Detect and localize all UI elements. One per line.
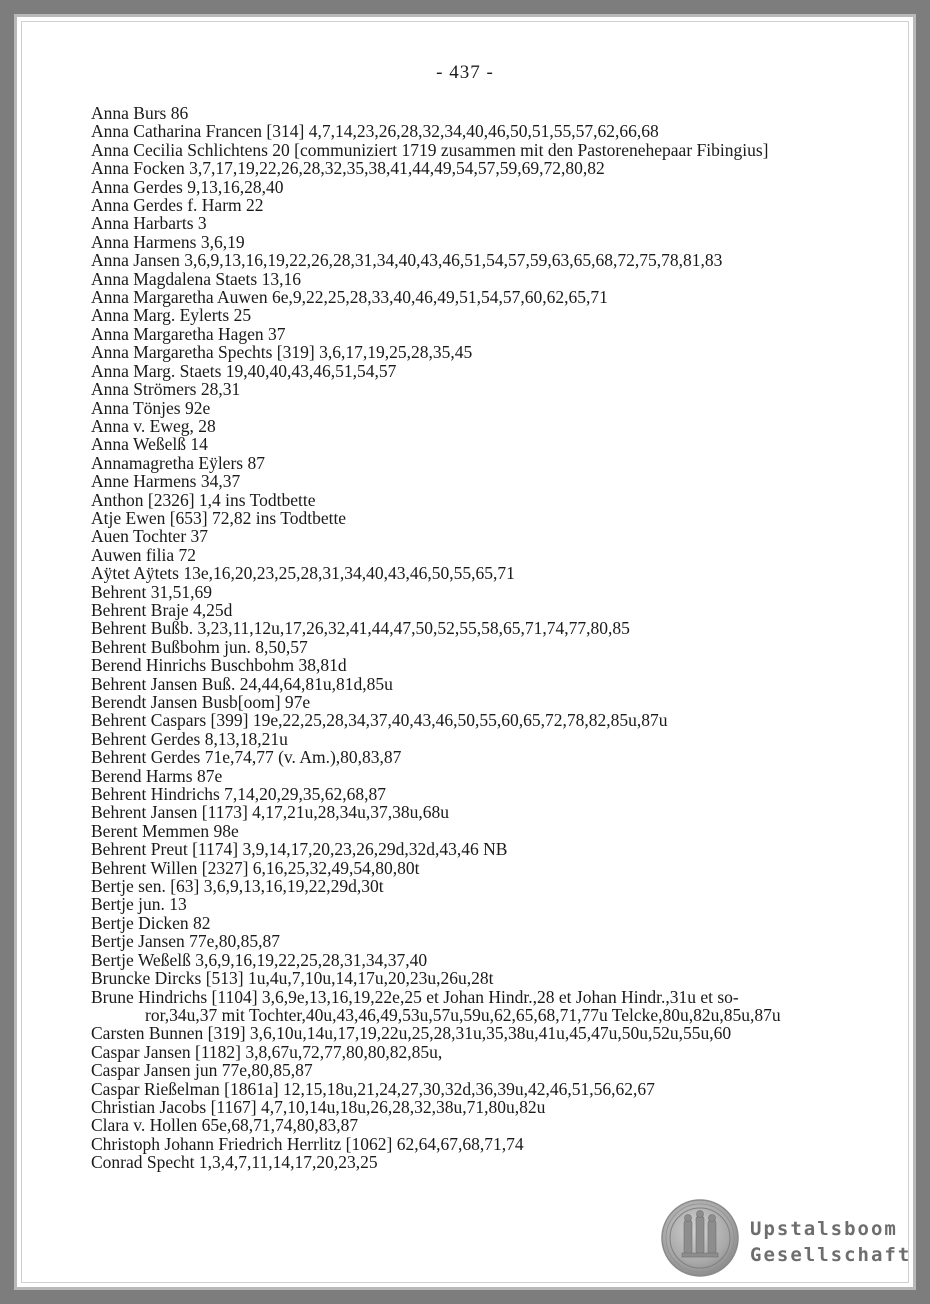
index-entry: Anna Cecilia Schlichtens 20 [communiziert 1719 zusammen mit den Pastorenehepaar Fibingius] — [91, 139, 769, 160]
index-entry: Carsten Bunnen [319] 3,6,10u,14u,17,19,22u,25,28,31u,35,38u,41u,45,47u,50u,52u,55u,60 — [91, 1023, 732, 1044]
index-entry: Bertje sen. [63] 3,6,9,13,16,19,22,29d,30t — [91, 876, 384, 897]
society-logo-text — [750, 1216, 911, 1268]
index-entry: Behrent Gerdes 71e,74,77 (v. Am.),80,83,87 — [91, 747, 402, 768]
index-entry: Anna Margaretha Spechts [319] 3,6,17,19,25,28,35,45 — [91, 342, 473, 363]
index-entry: Anna Harmens 3,6,19 — [91, 231, 245, 252]
index-entry: Bertje Dicken 82 — [91, 912, 211, 933]
index-entry: Behrent Bußbohm jun. 8,50,57 — [91, 636, 308, 657]
index-entry: Anna Focken 3,7,17,19,22,26,28,32,35,38,41,44,49,54,57,59,69,72,80,82 — [91, 158, 605, 179]
index-entry: Annamagretha Eÿlers 87 — [91, 452, 265, 473]
index-entry: Anne Harmens 34,37 — [91, 471, 241, 492]
index-entry: Anna Gerdes 9,13,16,28,40 — [91, 176, 284, 197]
index-entry: Behrent Caspars [399] 19e,22,25,28,34,37,40,43,46,50,55,60,65,72,78,82,85u,87u — [91, 710, 668, 731]
index-entry-first-line: Brune Hindrichs [1104] 3,6,9e,13,16,19,22e,25 et Johan Hindr.,28 et Johan Hindr.,31u et so- — [91, 986, 739, 1007]
index-entry: Anna Magdalena Staets 13,16 — [91, 268, 301, 289]
index-entry: Anna Marg. Eylerts 25 — [91, 305, 252, 326]
scanned-page — [14, 14, 916, 1290]
index-entry: Auen Tochter 37 — [91, 526, 209, 547]
index-entry: Caspar Rießelman [1861a] 12,15,18u,21,24,27,30,32d,36,39u,42,46,51,56,62,67 — [91, 1078, 655, 1099]
logo-line-2: Gesellschaft — [750, 1244, 912, 1266]
index-entry: Anthon [2326] 1,4 ins Todtbette — [91, 489, 316, 510]
index-entry: Aÿtet Aÿtets 13e,16,20,23,25,28,31,34,40,43,46,50,55,65,71 — [91, 563, 515, 584]
index-entry: Atje Ewen [653] 72,82 ins Todtbette — [91, 507, 347, 528]
index-entry: Behrent 31,51,69 — [91, 581, 213, 602]
index-entry: Behrent Braje 4,25d — [91, 599, 233, 620]
page-number: - 437 - — [436, 62, 494, 83]
index-entry: Anna Catharina Francen [314] 4,7,14,23,26,28,32,34,40,46,50,51,55,57,62,66,68 — [91, 121, 659, 142]
index-entry: Anna Margaretha Hagen 37 — [91, 323, 286, 344]
index-entry: Anna Jansen 3,6,9,13,16,19,22,26,28,31,34,40,43,46,51,54,57,59,63,65,68,72,75,78,81,83 — [91, 250, 723, 271]
index-entry: Behrent Jansen [1173] 4,17,21u,28,34u,37,38u,68u — [91, 802, 450, 823]
index-entry: Berend Hinrichs Buschbohm 38,81d — [91, 655, 347, 676]
index-entry: Behrent Willen [2327] 6,16,25,32,49,54,80,80t — [91, 857, 420, 878]
index-entry: Berendt Jansen Busb[oom] 97e — [91, 692, 311, 712]
index-entry-continuation: ror,34u,37 mit Tochter,40u,43,46,49,53u,57u,59u,62,65,68,71,77u Telcke,80u,82u,85u,87u — [145, 1004, 781, 1025]
index-entry: Anna Strömers 28,31 — [91, 379, 241, 400]
index-entry: Berent Memmen 98e — [91, 820, 239, 841]
index-entry: Anna Burs 86 — [91, 103, 189, 123]
index-entry: Caspar Jansen [1182] 3,8,67u,72,77,80,80,82,85u, — [91, 1041, 443, 1062]
index-entry: Bertje Weßelß 3,6,9,16,19,22,25,28,31,34,37,40 — [91, 949, 428, 970]
index-entry: Behrent Preut [1174] 3,9,14,17,20,23,26,29d,32d,43,46 NB — [91, 839, 508, 860]
index-entry: Behrent Bußb. 3,23,11,12u,17,26,32,41,44,47,50,52,55,58,65,71,74,77,80,85 — [91, 618, 630, 639]
index-entry-wrapped — [91, 988, 891, 1025]
index-entry: Christian Jacobs [1167] 4,7,10,14u,18u,26,28,32,38u,71,80u,82u — [91, 1096, 546, 1117]
seal-logo-icon — [660, 1198, 740, 1278]
index-entry: Bertje jun. 13 — [91, 894, 187, 915]
index-entry: Anna Marg. Staets 19,40,40,43,46,51,54,57 — [91, 360, 397, 381]
index-entry: Anna Weßelß 14 — [91, 434, 208, 455]
index-entry: Christoph Johann Friedrich Herrlitz [1062] 62,64,67,68,71,74 — [91, 1133, 524, 1154]
index-entry: Anna Gerdes f. Harm 22 — [91, 195, 264, 216]
index-entry: Caspar Jansen jun 77e,80,85,87 — [91, 1060, 313, 1081]
seal-icon — [660, 1198, 740, 1278]
index-entry: Clara v. Hollen 65e,68,71,74,80,83,87 — [91, 1115, 359, 1136]
index-entry: Conrad Specht 1,3,4,7,11,14,17,20,23,25 — [91, 1152, 378, 1173]
name-index-list — [91, 104, 891, 1172]
index-entry: Berend Harms 87e — [91, 765, 223, 786]
index-entry: Bruncke Dircks [513] 1u,4u,7,10u,14,17u,20,23u,26u,28t — [91, 968, 494, 989]
logo-line-1: Upstalsboom — [750, 1218, 898, 1240]
index-entry: Behrent Hindrichs 7,14,20,29,35,62,68,87 — [91, 784, 387, 805]
index-entry: Anna Margaretha Auwen 6e,9,22,25,28,33,40,46,49,51,54,57,60,62,65,71 — [91, 287, 608, 308]
index-entry: Anna Harbarts 3 — [91, 213, 207, 234]
index-entry: Bertje Jansen 77e,80,85,87 — [91, 931, 281, 952]
index-entry: Behrent Jansen Buß. 24,44,64,81u,81d,85u — [91, 673, 393, 694]
index-entry: Behrent Gerdes 8,13,18,21u — [91, 728, 288, 749]
index-entry: Anna v. Eweg, 28 — [91, 415, 216, 436]
index-entry: Anna Tönjes 92e — [91, 397, 211, 418]
index-entry: Auwen filia 72 — [91, 544, 196, 565]
